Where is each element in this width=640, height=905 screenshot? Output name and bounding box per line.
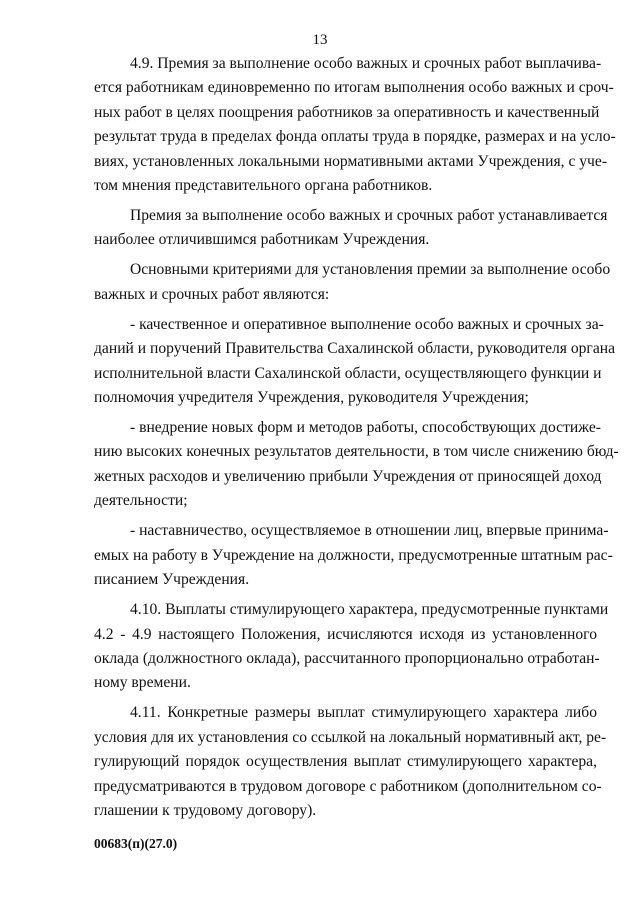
text-line: даний и поручений Правительства Сахалинской области, руководителя органа xyxy=(94,340,616,358)
page-number: 13 xyxy=(312,32,328,48)
text-line: полномочия учредителя Учреждения, руководителя Учреждения; xyxy=(94,389,529,407)
text-line: жетных расходов и увеличению прибыли Учреждения от приносящей доход xyxy=(94,467,602,485)
text-line: том мнения представительного органа работников. xyxy=(94,177,433,195)
text-line: ется работникам единовременно по итогам выполнения особо важных и сроч- xyxy=(94,79,614,97)
text-line: 4.9. Премия за выполнение особо важных и срочных работ выплачива- xyxy=(130,55,602,72)
text-line: гулирующий порядок осуществления выплат стимулирующего характера, xyxy=(94,753,597,771)
paragraph-4-9 xyxy=(94,52,616,198)
text-line: Премия за выполнение особо важных и срочных работ устанавливается xyxy=(130,207,608,225)
text-line: емых на работу в Учреждение на должности, предусмотренные штатным рас- xyxy=(94,546,613,564)
text-line: 4.11. Конкретные размеры выплат стимулирующего характера либо xyxy=(130,704,597,722)
paragraph-criteria xyxy=(94,258,611,307)
text-line: - внедрение новых форм и методов работы, способствующих достиже- xyxy=(130,419,601,437)
text-line: нию высоких конечных результатов деятельности, в том числе снижению бюд- xyxy=(94,443,619,461)
text-line: писанием Учреждения. xyxy=(94,571,250,589)
text-line: ному времени. xyxy=(94,674,191,692)
text-line: глашении к трудовому договору). xyxy=(94,801,317,819)
criterion-item xyxy=(94,416,619,514)
text-line: исполнительной власти Сахалинской области, осуществляющего функции и xyxy=(94,364,602,382)
document-code: 00683(п)(27.0) xyxy=(94,836,178,851)
paragraph-4-11 xyxy=(94,701,607,823)
text-line: виях, установленных локальными нормативными актами Учреждения, с уче- xyxy=(94,152,608,170)
text-line: 4.10. Выплаты стимулирующего характера, предусмотренные пунктами xyxy=(130,601,609,619)
text-line: предусматриваются в трудовом договоре с работником (дополнительном со- xyxy=(94,777,602,795)
criterion-item xyxy=(94,313,616,411)
text-line: оклада (должностного оклада), рассчитанного пропорционально отработан- xyxy=(94,649,600,667)
text-line: наиболее отличившимся работникам Учреждения. xyxy=(94,231,430,249)
criterion-item xyxy=(94,519,613,592)
text-line: важных и срочных работ являются: xyxy=(94,285,330,303)
document-body xyxy=(94,52,619,829)
text-line: Основными критериями для установления премии за выполнение особо xyxy=(130,261,611,279)
text-line: - наставничество, осуществляемое в отношении лиц, впервые принима- xyxy=(130,522,609,540)
text-line: ных работ в целях поощрения работников за оперативность и качественный xyxy=(94,103,600,121)
paragraph-awarded xyxy=(94,204,608,253)
text-line: условия для их установления со ссылкой на локальный нормативный акт, ре- xyxy=(94,728,607,746)
text-line: деятельности; xyxy=(94,492,188,510)
text-line: 4.2 - 4.9 настоящего Положения, исчисляются исходя из установленного xyxy=(94,625,597,643)
text-line: - качественное и оперативное выполнение особо важных и срочных за- xyxy=(130,315,604,333)
text-line: результат труда в пределах фонда оплаты труда в порядке, размерах и на усло- xyxy=(94,128,616,146)
paragraph-4-10 xyxy=(94,598,609,696)
